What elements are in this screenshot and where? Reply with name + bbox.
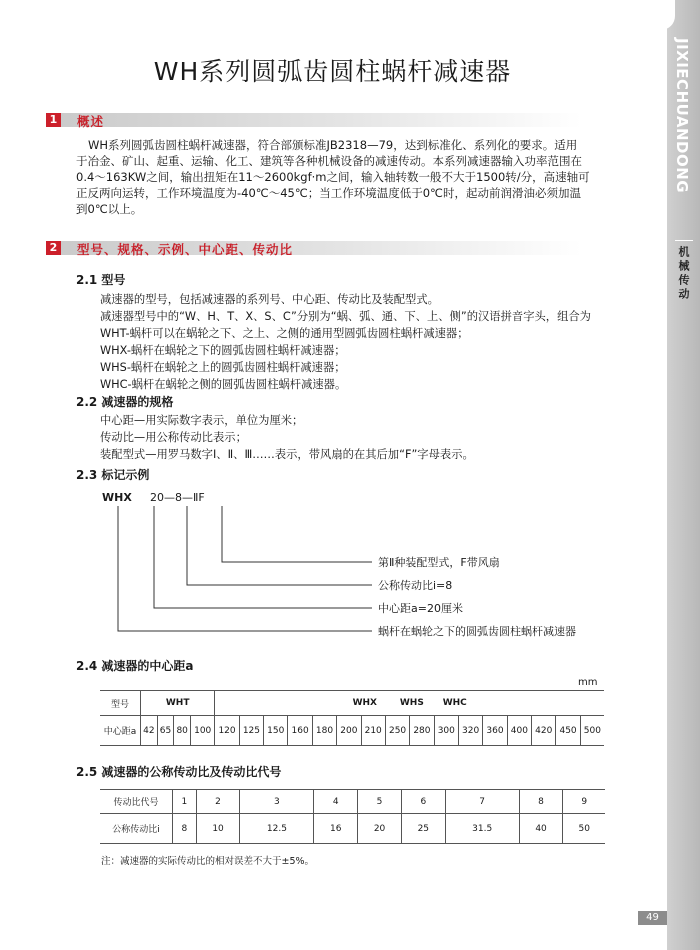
overview-line: 到0℃以上。 (76, 202, 143, 216)
spec-line: 中心距—用实际数字表示，单位为厘米； (100, 414, 304, 427)
code-spec: 20—8—ⅡF (150, 491, 205, 504)
spec-line: 装配型式—用罗马数字Ⅰ、Ⅱ、Ⅲ……表示，带风扇的在其后加“F”字母表示。 (100, 448, 474, 461)
table-cell: 280 (410, 716, 434, 746)
subsection-2-1-title: 2.1 型号 (76, 273, 126, 287)
table-cell: 1 (173, 790, 197, 814)
model-line: 减速器型号中的“W、H、T、X、S、C”分别为“蜗、弧、通、下、上、侧”的汉语拼音字头，组合为 (100, 310, 591, 323)
table-cell: 20 (358, 814, 402, 844)
unit-label: mm (578, 677, 598, 688)
header-whx: WHX (352, 698, 377, 708)
overview-line: 正反两向运转，工作环境温度为-40℃～45℃；当工作环境温度低于0℃时，起动前润滑油必须加温 (76, 186, 581, 200)
table-cell: 250 (385, 716, 409, 746)
row-label: 中心距a (100, 716, 141, 746)
model-line: 减速器的型号，包括减速器的系列号、中心距、传动比及装配型式。 (100, 293, 439, 306)
page-number: 49 (638, 911, 667, 925)
table-cell: 100 (191, 716, 215, 746)
table-cell: 420 (532, 716, 556, 746)
table-cell: 360 (483, 716, 507, 746)
header-group (215, 691, 604, 716)
table-cell: 50 (563, 814, 605, 844)
overview-paragraph (76, 137, 652, 217)
subsection-2-2-body (100, 413, 474, 464)
table-cell: 180 (312, 716, 336, 746)
table-cell: 12.5 (240, 814, 314, 844)
header-whs: WHS (399, 698, 424, 708)
table-cell: 5 (358, 790, 402, 814)
table-note: 注：减速器的实际传动比的相对误差不大于±5%。 (101, 856, 315, 867)
table-cell: 80 (174, 716, 191, 746)
page-title: WH系列圆弧齿圆柱蜗杆减速器 (153, 57, 512, 86)
table-cell: 9 (563, 790, 605, 814)
section-2-title: 型号、规格、示例、中心距、传动比 (77, 242, 294, 257)
section-1-header (46, 113, 582, 127)
table-cell: 400 (507, 716, 531, 746)
section-2-number: 2 (46, 241, 61, 255)
table-cell: 4 (314, 790, 358, 814)
code-series: WHX (102, 491, 132, 504)
table-cell: 3 (240, 790, 314, 814)
table-cell: 150 (264, 716, 288, 746)
header-model: 型号 (100, 691, 141, 716)
subsection-2-4-title: 2.4 减速器的中心距a (76, 659, 194, 673)
header-wht: WHT (141, 691, 215, 716)
ratio-table (100, 789, 605, 844)
spec-line: 传动比—用公称传动比表示； (100, 431, 247, 444)
table-cell: 31.5 (445, 814, 519, 844)
center-distance-table (100, 690, 604, 746)
model-line: WHS-蜗杆在蜗轮之上的圆弧齿圆柱蜗杆减速器； (100, 361, 346, 374)
table-cell: 200 (337, 716, 361, 746)
side-brand: JIXIECHUANDONG (673, 38, 691, 194)
overview-line: WH系列圆弧齿圆柱蜗杆减速器，符合部颁标准JB2318—79，达到标准化、系列化的要求。适用 (88, 138, 578, 152)
label-ratio: 公称传动比i=8 (378, 579, 453, 592)
table-cell: 120 (215, 716, 239, 746)
model-line: WHC-蜗杆在蜗轮之侧的圆弧齿圆柱蜗杆减速器。 (100, 378, 347, 391)
section-2-header (46, 241, 582, 255)
table-cell: 6 (401, 790, 445, 814)
table-cell: 7 (445, 790, 519, 814)
subsection-2-3-title: 2.3 标记示例 (76, 468, 150, 482)
table-cell: 65 (157, 716, 174, 746)
table-cell: 210 (361, 716, 385, 746)
table-cell: 40 (519, 814, 563, 844)
table-cell: 10 (196, 814, 240, 844)
table-cell: 2 (196, 790, 240, 814)
overview-line: 于冶金、矿山、起重、运输、化工、建筑等各种机械设备的减速传动。本系列减速器输入功率范围在 (76, 154, 582, 168)
label-assembly: 第Ⅱ种装配型式，F带风扇 (378, 556, 500, 569)
table-cell: 450 (556, 716, 580, 746)
model-line: WHT-蜗杆可以在蜗轮之下、之上、之侧的通用型圆弧齿圆柱蜗杆减速器； (100, 327, 469, 340)
overview-line: 0.4～163KW之间，输出扭矩在11～2600kgf·m之间，输入轴转数一般不大于1500转/分，高速轴可 (76, 170, 590, 184)
subsection-2-5-title: 2.5 减速器的公称传动比及传动比代号 (76, 765, 282, 779)
table-cell: 42 (141, 716, 158, 746)
row-label: 公称传动比i (100, 814, 173, 844)
table-cell: 320 (458, 716, 482, 746)
table-cell: 16 (314, 814, 358, 844)
side-strip (667, 0, 700, 950)
table-cell: 500 (580, 716, 604, 746)
model-line: WHX-蜗杆在蜗轮之下的圆弧齿圆柱蜗杆减速器； (100, 344, 346, 357)
table-cell: 25 (401, 814, 445, 844)
table-cell: 8 (173, 814, 197, 844)
table-cell: 8 (519, 790, 563, 814)
row-label: 传动比代号 (100, 790, 173, 814)
subsection-2-1-body (100, 292, 591, 394)
marking-example-diagram (96, 488, 656, 648)
section-1-title: 概述 (77, 114, 105, 129)
table-cell: 125 (239, 716, 263, 746)
header-whc: WHC (442, 698, 467, 708)
section-1-number: 1 (46, 113, 61, 127)
table-cell: 160 (288, 716, 312, 746)
side-category: 机械传动 (677, 246, 690, 302)
label-series: 蜗杆在蜗轮之下的圆弧齿圆柱蜗杆减速器 (378, 625, 576, 638)
label-center-distance: 中心距a=20厘米 (378, 602, 463, 615)
table-cell: 300 (434, 716, 458, 746)
subsection-2-2-title: 2.2 减速器的规格 (76, 395, 174, 409)
